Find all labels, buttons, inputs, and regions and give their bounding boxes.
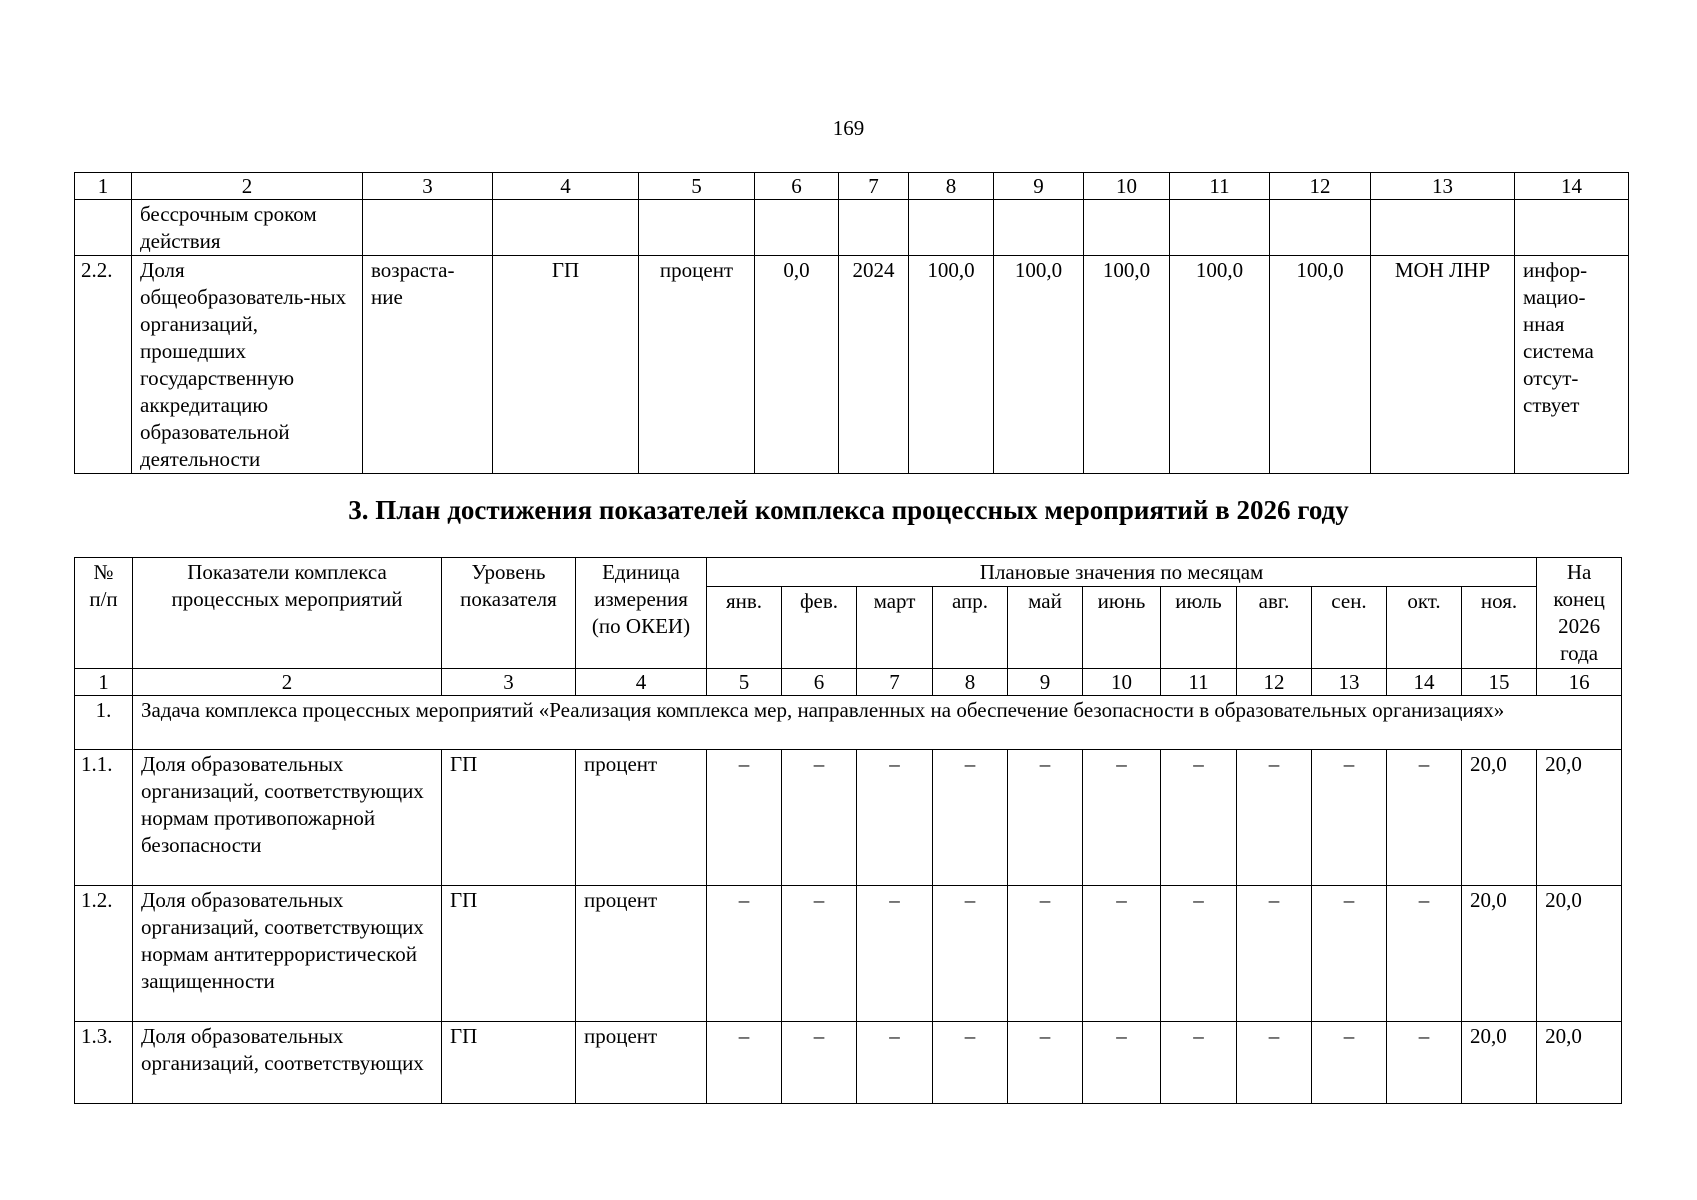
table-row (75, 200, 1629, 256)
col-number: 14 (1387, 669, 1462, 696)
plan-table (74, 557, 1622, 1104)
header-month: сен. (1312, 587, 1387, 669)
month-value: – (1237, 750, 1312, 886)
col-number: 15 (1462, 669, 1537, 696)
col-number: 1 (75, 173, 132, 200)
month-value: – (1083, 886, 1161, 1022)
end-value: 20,0 (1537, 750, 1622, 886)
col-number: 13 (1371, 173, 1515, 200)
cell-empty (755, 200, 839, 256)
responsible: МОН ЛНР (1371, 256, 1515, 474)
header-month: июль (1161, 587, 1237, 669)
month-value: – (933, 750, 1008, 886)
month-value: – (782, 1022, 857, 1104)
indicator-text: Доля образовательных организаций, соответствующих нормам противопожарной безопасности (133, 750, 442, 886)
header-plan-group: Плановые значения по месяцам (707, 558, 1537, 587)
month-value: – (1312, 750, 1387, 886)
task-row (75, 696, 1622, 750)
row-number: 1. (75, 696, 133, 750)
col-number: 4 (576, 669, 707, 696)
month-value: – (1008, 1022, 1083, 1104)
base-value: 0,0 (755, 256, 839, 474)
month-value: – (1161, 750, 1237, 886)
col-number: 6 (755, 173, 839, 200)
month-value: 20,0 (1462, 886, 1537, 1022)
month-value: – (707, 886, 782, 1022)
header-month: июнь (1083, 587, 1161, 669)
cell-empty (994, 200, 1084, 256)
month-value: – (1387, 886, 1462, 1022)
end-value: 20,0 (1537, 886, 1622, 1022)
header-num: № п/п (75, 558, 133, 669)
unit: процент (576, 886, 707, 1022)
indicator-text: Доля общеобразователь-ных организаций, прошедших государственную аккредитацию образовательной деятельности (132, 256, 363, 474)
month-value: – (933, 886, 1008, 1022)
month-value: – (1083, 750, 1161, 886)
month-value: – (1083, 1022, 1161, 1104)
col-number: 13 (1312, 669, 1387, 696)
cell-empty (909, 200, 994, 256)
col-number: 2 (132, 173, 363, 200)
month-value: – (933, 1022, 1008, 1104)
month-value: – (857, 750, 933, 886)
month-value: – (1237, 1022, 1312, 1104)
header-month: окт. (1387, 587, 1462, 669)
task-text: Задача комплекса процессных мероприятий «Реализация комплекса мер, направленных на обеспечение безопасности в образовательных организациях» (133, 696, 1622, 750)
month-value: – (1008, 750, 1083, 886)
row-number: 1.3. (75, 1022, 133, 1104)
table-row (75, 256, 1629, 474)
cell-empty (363, 200, 493, 256)
cell-empty (1270, 200, 1371, 256)
header-month: апр. (933, 587, 1008, 669)
cell-empty (639, 200, 755, 256)
col-number: 7 (839, 173, 909, 200)
month-value: – (1387, 750, 1462, 886)
month-value: – (1161, 1022, 1237, 1104)
value-cell: 100,0 (1270, 256, 1371, 474)
level: ГП (493, 256, 639, 474)
header-month: фев. (782, 587, 857, 669)
month-value: – (782, 886, 857, 1022)
col-number: 3 (363, 173, 493, 200)
column-number-row (75, 173, 1629, 200)
level: ГП (442, 886, 576, 1022)
month-value: – (1312, 1022, 1387, 1104)
month-value: – (857, 886, 933, 1022)
col-number: 9 (1008, 669, 1083, 696)
col-number: 12 (1237, 669, 1312, 696)
col-number: 5 (707, 669, 782, 696)
trend: возраста-ние (363, 256, 493, 474)
month-value: 20,0 (1462, 1022, 1537, 1104)
indicator-text: Доля образовательных организаций, соответствующих нормам антитеррористической защищенности (133, 886, 442, 1022)
col-number: 11 (1161, 669, 1237, 696)
month-value: – (707, 750, 782, 886)
cell-empty (1515, 200, 1629, 256)
month-value: – (707, 1022, 782, 1104)
level: ГП (442, 1022, 576, 1104)
header-indicator: Показатели комплекса процессных мероприятий (133, 558, 442, 669)
header-month: янв. (707, 587, 782, 669)
indicators-table-continuation (74, 172, 1629, 474)
indicator-text: бессрочным сроком действия (132, 200, 363, 256)
month-value: 20,0 (1462, 750, 1537, 886)
unit: процент (576, 750, 707, 886)
section-title: 3. План достижения показателей комплекса процессных мероприятий в 2026 году (348, 495, 1349, 525)
cell-empty (1084, 200, 1170, 256)
unit: процент (576, 1022, 707, 1104)
month-value: – (1161, 886, 1237, 1022)
header-month: авг. (1237, 587, 1312, 669)
indicator-text: Доля образовательных организаций, соответствующих (133, 1022, 442, 1104)
cell-empty (1371, 200, 1515, 256)
value-cell: 100,0 (1084, 256, 1170, 474)
col-number: 5 (639, 173, 755, 200)
unit: процент (639, 256, 755, 474)
col-number: 8 (933, 669, 1008, 696)
row-number: 2.2. (75, 256, 132, 474)
month-value: – (1387, 1022, 1462, 1104)
month-value: – (1312, 886, 1387, 1022)
col-number: 16 (1537, 669, 1622, 696)
col-number: 11 (1170, 173, 1270, 200)
header-end: На конец 2026 года (1537, 558, 1622, 669)
col-number: 1 (75, 669, 133, 696)
col-number: 3 (442, 669, 576, 696)
value-cell: 100,0 (994, 256, 1084, 474)
row-number: 1.2. (75, 886, 133, 1022)
col-number: 4 (493, 173, 639, 200)
col-number: 14 (1515, 173, 1629, 200)
header-month: март (857, 587, 933, 669)
level: ГП (442, 750, 576, 886)
col-number: 10 (1083, 669, 1161, 696)
column-number-row (75, 669, 1622, 696)
col-number: 9 (994, 173, 1084, 200)
end-value: 20,0 (1537, 1022, 1622, 1104)
base-year: 2024 (839, 256, 909, 474)
header-month: ноя. (1462, 587, 1537, 669)
cell-empty (839, 200, 909, 256)
col-number: 12 (1270, 173, 1371, 200)
header-level: Уровень показателя (442, 558, 576, 669)
month-value: – (1237, 886, 1312, 1022)
page-number: 169 (832, 116, 865, 140)
col-number: 7 (857, 669, 933, 696)
header-row (75, 558, 1622, 587)
month-value: – (1008, 886, 1083, 1022)
header-unit: Единица измерения (по ОКЕИ) (576, 558, 707, 669)
row-number: 1.1. (75, 750, 133, 886)
month-value: – (782, 750, 857, 886)
col-number: 8 (909, 173, 994, 200)
cell-empty (1170, 200, 1270, 256)
col-number: 6 (782, 669, 857, 696)
value-cell: 100,0 (1170, 256, 1270, 474)
table-row (75, 1022, 1622, 1104)
header-month: май (1008, 587, 1083, 669)
cell-empty (75, 200, 132, 256)
value-cell: 100,0 (909, 256, 994, 474)
col-number: 2 (133, 669, 442, 696)
info-system: инфор-мацио-нная система отсут-ствует (1515, 256, 1629, 474)
table-row (75, 886, 1622, 1022)
month-value: – (857, 1022, 933, 1104)
col-number: 10 (1084, 173, 1170, 200)
cell-empty (493, 200, 639, 256)
table-row (75, 750, 1622, 886)
